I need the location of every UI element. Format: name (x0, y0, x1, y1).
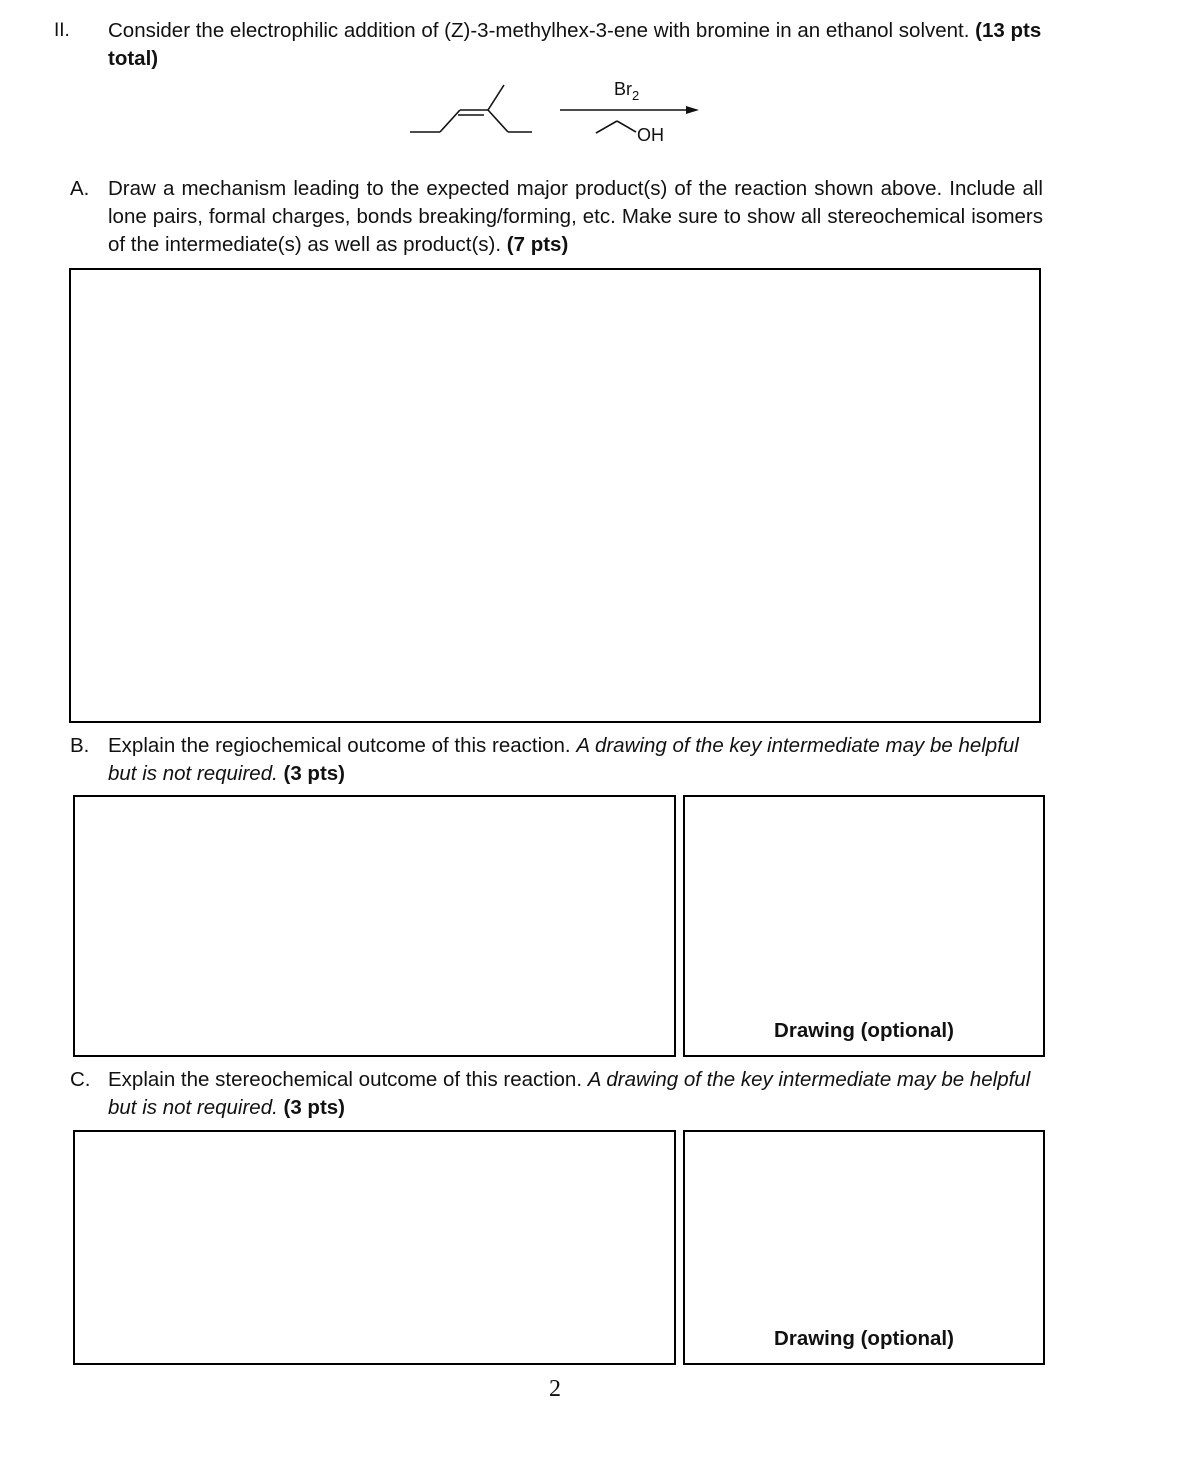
bond (488, 85, 504, 110)
reagent-ethanol-oh: OH (637, 125, 664, 145)
part-a-prompt: Draw a mechanism leading to the expected major product(s) of the reaction shown above. Include all lone pairs, formal charges, bonds breaking/forming, etc. Make sure to show all stereochemical isomers of the intermediate(s) as well as product(s). (108, 177, 1043, 256)
arrow-head (686, 106, 699, 114)
drawing-optional-label: Drawing (optional) (774, 1327, 954, 1350)
answer-box-stereochemistry[interactable] (73, 1130, 676, 1365)
drawing-optional-label: Drawing (optional) (774, 1019, 954, 1042)
question-number: II. (54, 20, 70, 41)
part-a-letter: A. (70, 177, 90, 200)
answer-box-regiochemistry[interactable] (73, 795, 676, 1057)
part-b-hint: A drawing of the key intermediate may be helpful but is not required. (108, 734, 1019, 785)
ethanol-structure (596, 121, 636, 133)
alkene-structure (410, 85, 532, 132)
drawing-box-regiochemistry[interactable] (683, 795, 1045, 1057)
answer-box-mechanism[interactable] (69, 268, 1041, 723)
part-b-points: (3 pts) (283, 762, 345, 785)
bond (488, 110, 508, 132)
part-c-points: (3 pts) (283, 1096, 345, 1119)
part-c-text (108, 1066, 1043, 1122)
part-c-prompt: Explain the stereochemical outcome of this reaction. (108, 1068, 583, 1091)
drawing-box-stereochemistry[interactable] (683, 1130, 1045, 1365)
bond (596, 121, 617, 133)
question-points: (13 pts total) (108, 19, 1042, 70)
part-b-text (108, 732, 1043, 788)
part-a-points: (7 pts) (506, 233, 569, 256)
page-number: 2 (549, 1376, 561, 1402)
part-b-prompt: Explain the regiochemical outcome of this reaction. (108, 734, 571, 757)
part-a-text (108, 175, 1043, 259)
part-b-letter: B. (70, 734, 90, 757)
bond (440, 110, 460, 132)
reaction-scheme (0, 0, 1182, 160)
question-prompt: Consider the electrophilic addition of (Z)-3-methylhex-3-ene with bromine in an ethanol solvent. (108, 19, 970, 42)
part-c-letter: C. (70, 1068, 91, 1091)
reagent-bromine: $Br_2$ (614, 79, 640, 103)
bond (617, 121, 636, 132)
part-c-hint: A drawing of the key intermediate may be helpful but is not required. (108, 1068, 1031, 1119)
